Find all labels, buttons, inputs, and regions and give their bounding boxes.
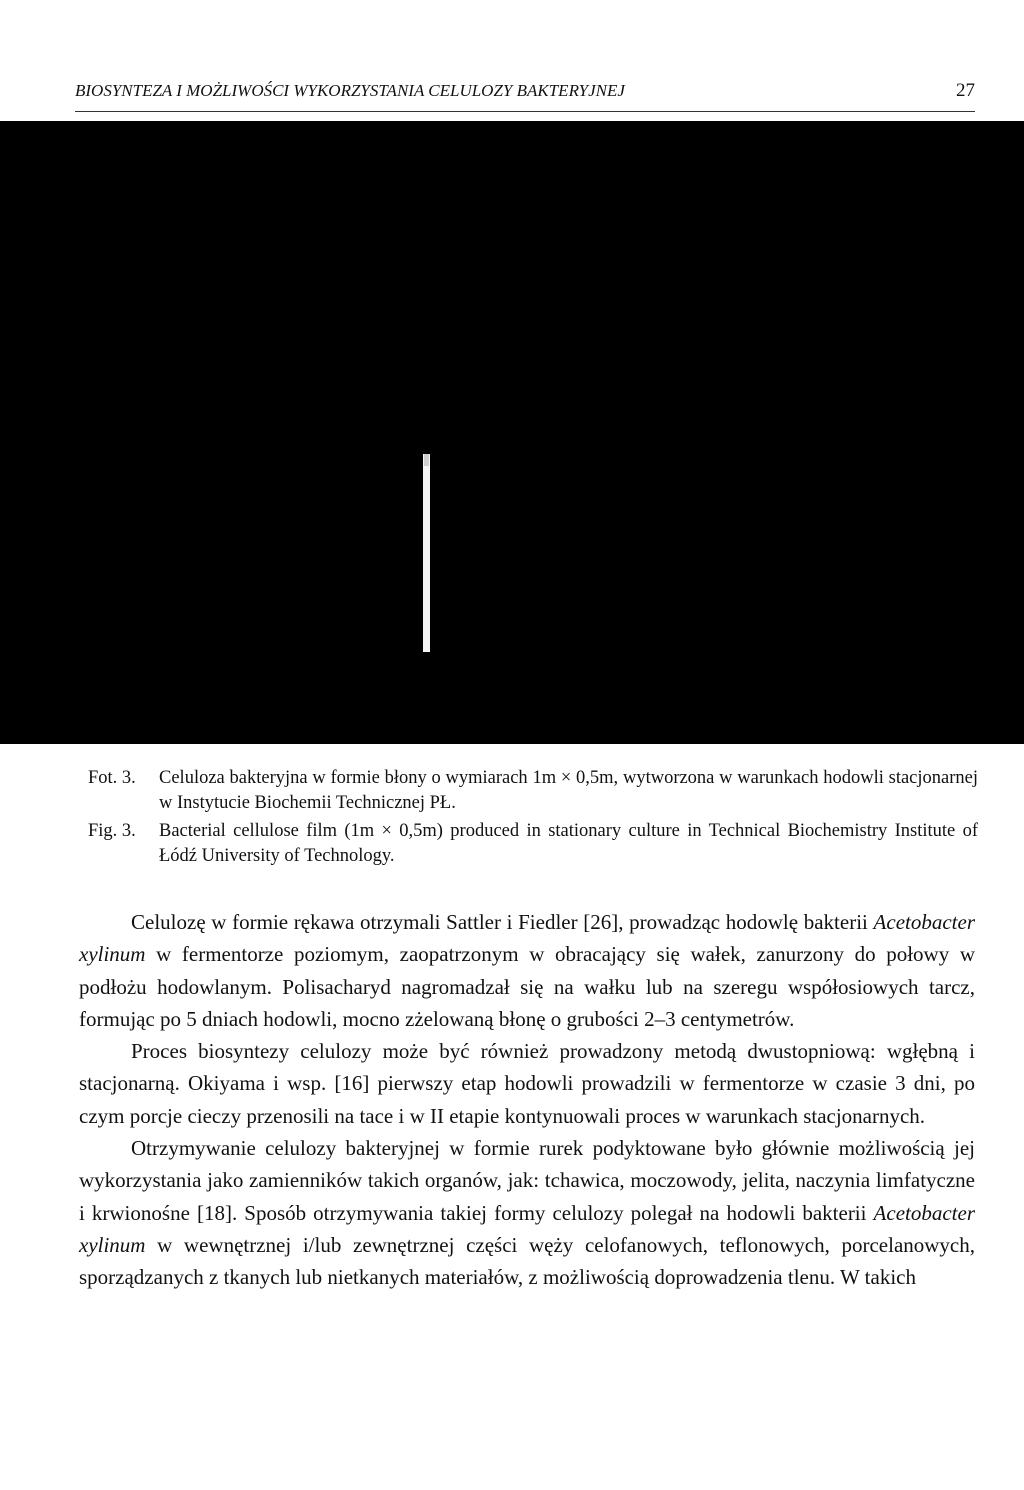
running-header [75, 80, 975, 102]
figure-photo [0, 121, 1024, 744]
figure-caption-english [88, 819, 978, 869]
species-name: Acetobacter xylinum [79, 1200, 975, 1257]
body-text [79, 906, 975, 1294]
cellulose-film-strip [423, 454, 430, 652]
page-number: 27 [956, 80, 975, 101]
paragraph-1 [79, 906, 975, 1035]
figure-caption-polish [88, 766, 978, 816]
paragraph-1-text-b: w fermentorze poziomym, zaopatrzonym w obracający się wałek, zanurzony do połowy w podłożu hodowlanym. Polisacharyd nagromadzał się na wałku lub na szeregu współosiowych tarcz, formując po 5 dniach hodowli, mocno zżelowaną błonę o grubości 2–3 centymetrów. [79, 942, 975, 1031]
paragraph-3 [79, 1132, 975, 1293]
header-rule [75, 111, 975, 112]
paragraph-1-text-a: Celulozę w formie rękawa otrzymali Sattler i Fiedler [26], prowadząc hodowlę bakterii [131, 910, 874, 934]
cellulose-film-holder [424, 454, 429, 466]
caption-label-fot: Fot. 3. [88, 768, 136, 788]
caption-text-english: Bacterial cellulose film (1m × 0,5m) produced in stationary culture in Technical Biochemistry Institute of Łódź University of Technology. [159, 821, 978, 866]
species-name: Acetobacter xylinum [79, 910, 975, 967]
paragraph-2: Proces biosyntezy celulozy może być również prowadzony metodą dwustopniową: wgłębną i stacjonarną. Okiyama i wsp. [16] pierwszy etap hodowli prowadzili w fermentorze w czasie 3 dni, po czym porcje cieczy przenosili na tace i w II etapie kontynuowali proces w warunkach stacjonarnych. [79, 1039, 975, 1128]
caption-label-fig: Fig. 3. [88, 821, 136, 841]
paragraph-3-text-b: w wewnętrznej i/lub zewnętrznej części węży celofanowych, teflonowych, porcelanowych, sporządzanych z tkanych lub nietkanych materiałów, z możliwością doprowadzenia tlenu. W takich [79, 1232, 975, 1290]
paragraph-3-text-a: Otrzymywanie celulozy bakteryjnej w formie rurek podyktowane było głównie możliwością jej wykorzystania jako zamienników takich organów, jak: tchawica, moczowody, jelita, naczynia limfatyczne i krwionośne [18]. Sposób otrzymywania takiej formy celulozy polegał na hodowli bakterii [79, 1136, 975, 1225]
caption-text-polish: Celuloza bakteryjna w formie błony o wymiarach 1m × 0,5m, wytworzona w warunkach hodowli stacjonarnej w Instytucie Biochemii Technicznej PŁ. [159, 768, 978, 813]
running-title: BIOSYNTEZA I MOŻLIWOŚCI WYKORZYSTANIA CELULOZY BAKTERYJNEJ [75, 81, 625, 100]
